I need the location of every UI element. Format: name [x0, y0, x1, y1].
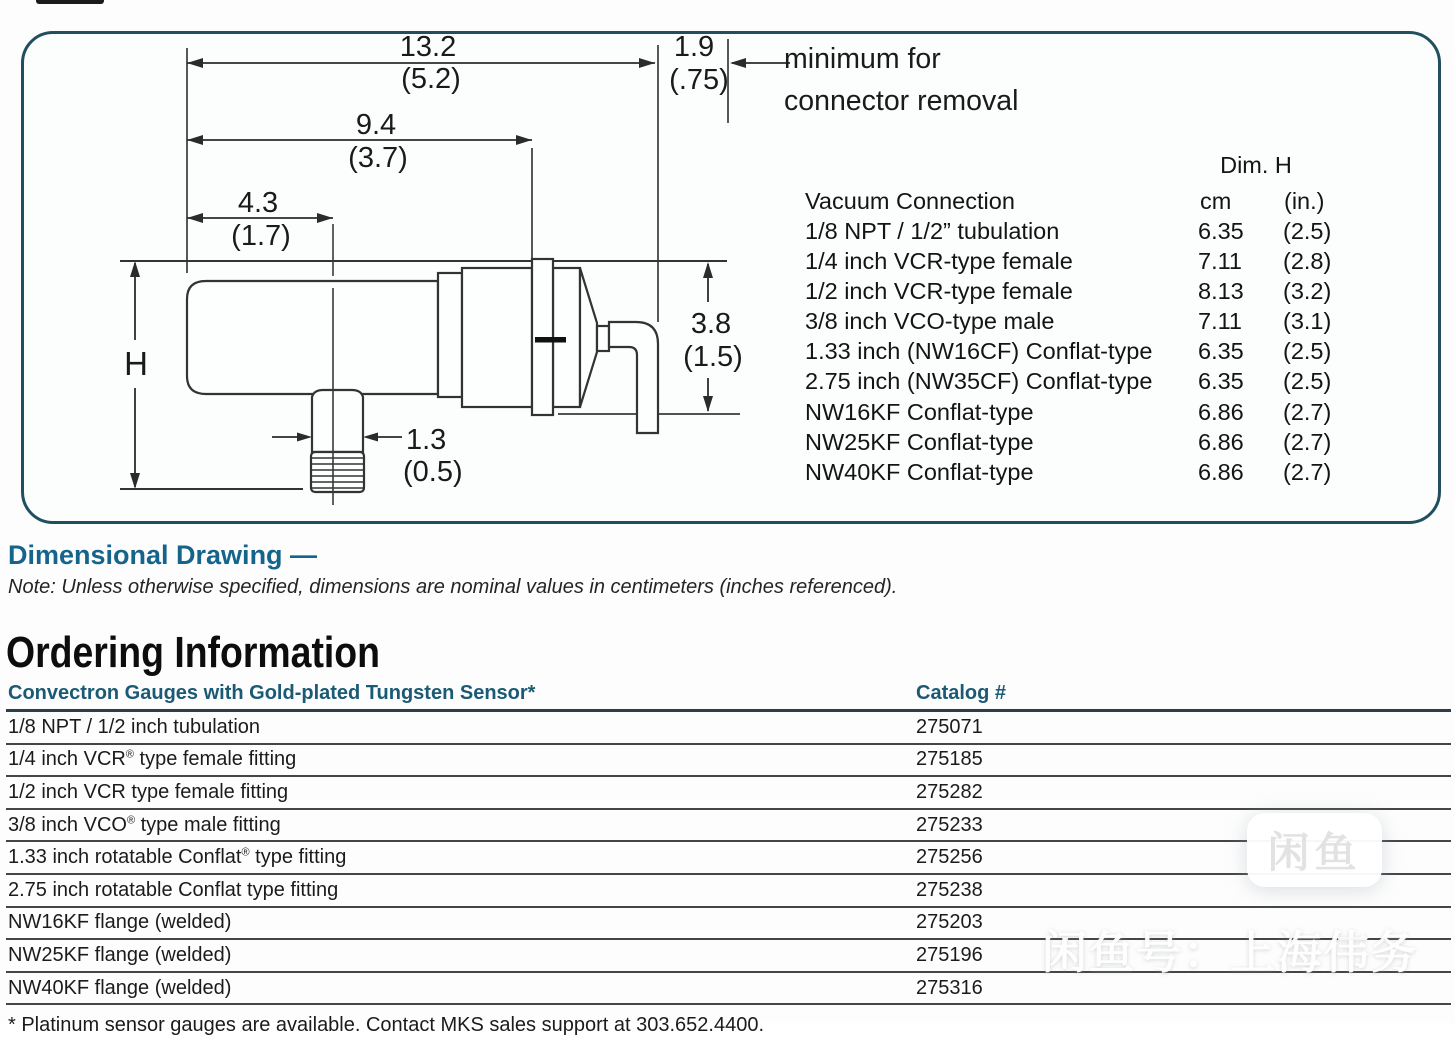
- section-note: Note: Unless otherwise specified, dimensions are nominal values in centimeters (inches referenced).: [8, 576, 898, 598]
- ordering-table-row: [6, 875, 1451, 908]
- dim-1-3-in: (0.5): [403, 456, 463, 488]
- product-cell: 2.75 inch rotatable Conflat type fitting: [8, 878, 339, 901]
- dim-cell: 6.35: [1198, 368, 1244, 395]
- dim-table-row: [805, 429, 1365, 459]
- dim-table-row: [805, 308, 1365, 338]
- dim-cell: NW40KF Conflat-type: [805, 458, 1034, 485]
- dim-table-rows: [805, 218, 1365, 489]
- dim-cell: 1/2 inch VCR-type female: [805, 278, 1073, 305]
- col-in: (in.): [1284, 188, 1325, 214]
- dim-13-2-cm: 13.2: [399, 31, 457, 63]
- dim-cell: (2.8): [1283, 248, 1332, 275]
- dim-cell: (2.5): [1283, 338, 1332, 365]
- ordering-table-row: [6, 745, 1451, 778]
- connector-housing-left: [462, 268, 532, 407]
- dim-cell: (2.5): [1283, 368, 1332, 395]
- dim-3-8-cm: 3.8: [690, 308, 732, 340]
- dim-table-row: [805, 248, 1365, 278]
- dim-table-row: [805, 338, 1365, 368]
- catalog-cell: 275256: [916, 846, 983, 869]
- dim-cell: (2.7): [1283, 398, 1332, 425]
- dim-cell: 7.11: [1198, 308, 1242, 335]
- product-cell: NW40KF flange (welded): [8, 976, 232, 999]
- cable-elbow: [609, 322, 658, 433]
- connector-removal-annotation: [784, 38, 1018, 122]
- catalog-cell: 275185: [916, 748, 983, 771]
- port-stem: [312, 390, 363, 452]
- product-cell: NW25KF flange (welded): [8, 943, 232, 966]
- dim-1-3-cm: 1.3: [406, 424, 447, 456]
- dim-h-label: H: [124, 345, 148, 382]
- dim-9-4-in: (3.7): [348, 142, 408, 174]
- dim-cell: 7.11: [1198, 248, 1242, 275]
- ordering-table-row: [6, 842, 1451, 875]
- dim-cell: 8.13: [1198, 278, 1244, 305]
- dim-1-9-in: (.75): [669, 64, 729, 96]
- dim-cell: NW16KF Conflat-type: [805, 398, 1034, 425]
- dim-4-3-in: (1.7): [231, 220, 291, 252]
- dim-table-row: [805, 368, 1365, 398]
- dim-cell: (2.7): [1283, 428, 1332, 455]
- dim-cell: (3.2): [1283, 278, 1332, 305]
- dim-cell: 3/8 inch VCO-type male: [805, 308, 1055, 335]
- dim-h-group-header: Dim. H: [1220, 152, 1292, 178]
- annotation-line1: minimum for: [784, 43, 941, 75]
- col-catalog: Catalog #: [916, 682, 1007, 704]
- dim-4-3-cm: 4.3: [237, 187, 279, 219]
- ordering-table-row: [6, 712, 1451, 745]
- dim-3-8-in: (1.5): [683, 341, 743, 373]
- dim-cell: 1/8 NPT / 1/2” tubulation: [805, 218, 1060, 244]
- catalog-cell: 275196: [916, 943, 983, 966]
- dim-table-row: [805, 459, 1365, 489]
- section-title: Dimensional Drawing —: [8, 540, 318, 570]
- ordering-table: [6, 682, 1451, 1037]
- dim-table-row: [805, 278, 1365, 308]
- dim-cell: 6.86: [1198, 458, 1244, 485]
- catalog-cell: 275233: [916, 813, 983, 836]
- ordering-title: Ordering Information: [6, 628, 380, 677]
- dim-cell: 1.33 inch (NW16CF) Conflat-type: [805, 338, 1153, 365]
- catalog-cell: 275071: [916, 715, 983, 738]
- gauge-step-ring: [438, 273, 462, 397]
- connector-nub: [597, 326, 609, 351]
- catalog-cell: 275316: [916, 976, 983, 999]
- dim-1-9-cm: 1.9: [673, 31, 715, 63]
- footnote: * Platinum sensor gauges are available. Contact MKS sales support at 303.652.4400.: [8, 1014, 765, 1037]
- col-cm: cm: [1200, 188, 1232, 214]
- dim-13-2-in: (5.2): [401, 63, 461, 95]
- dim-cell: NW25KF Conflat-type: [805, 428, 1034, 455]
- dim-table-row: [805, 218, 1365, 248]
- xianyu-account-watermark: 闲鱼号：上海伟务: [1042, 927, 1419, 978]
- dim-cell: (3.1): [1283, 308, 1332, 335]
- catalog-cell: 275203: [916, 911, 983, 934]
- ordering-table-header: [6, 682, 1451, 712]
- col-product: Convectron Gauges with Gold-plated Tungsten Sensor*: [8, 682, 536, 704]
- catalog-cell: 275238: [916, 878, 983, 901]
- dim-cell: 1/4 inch VCR-type female: [805, 248, 1073, 275]
- col-vacuum-connection: Vacuum Connection: [805, 188, 1015, 214]
- dim-table-header-row: [805, 188, 1365, 218]
- product-cell: 3/8 inch VCO® type male fitting: [8, 813, 281, 836]
- xianyu-logo-text: 闲鱼: [1267, 829, 1362, 876]
- dim-cell: 6.86: [1198, 398, 1244, 425]
- dim-table-row: [805, 399, 1365, 429]
- ordering-table-row: [6, 810, 1451, 843]
- product-cell: 1/4 inch VCR® type female fitting: [8, 748, 297, 771]
- product-cell: 1.33 inch rotatable Conflat® type fitting: [8, 846, 347, 869]
- dim-cell: (2.7): [1283, 458, 1332, 485]
- dim-cell: (2.5): [1283, 218, 1332, 244]
- product-cell: NW16KF flange (welded): [8, 911, 232, 934]
- gauge-body: [187, 281, 438, 394]
- dim-cell: 2.75 inch (NW35CF) Conflat-type: [805, 368, 1153, 395]
- catalog-cell: 275282: [916, 780, 983, 803]
- flange-tick: [535, 337, 566, 343]
- connector-cone: [580, 268, 597, 407]
- dim-9-4-cm: 9.4: [355, 109, 397, 141]
- annotation-line2: connector removal: [784, 85, 1019, 117]
- dim-cell: 6.35: [1198, 218, 1244, 244]
- product-cell: 1/8 NPT / 1/2 inch tubulation: [8, 715, 261, 738]
- product-cell: 1/2 inch VCR type female fitting: [8, 780, 289, 803]
- dim-cell: 6.35: [1198, 338, 1244, 365]
- ordering-table-row: [6, 777, 1451, 810]
- xianyu-logo-watermark: [1247, 813, 1382, 887]
- dim-cell: 6.86: [1198, 428, 1244, 455]
- dimensional-drawing-figure: [0, 0, 800, 530]
